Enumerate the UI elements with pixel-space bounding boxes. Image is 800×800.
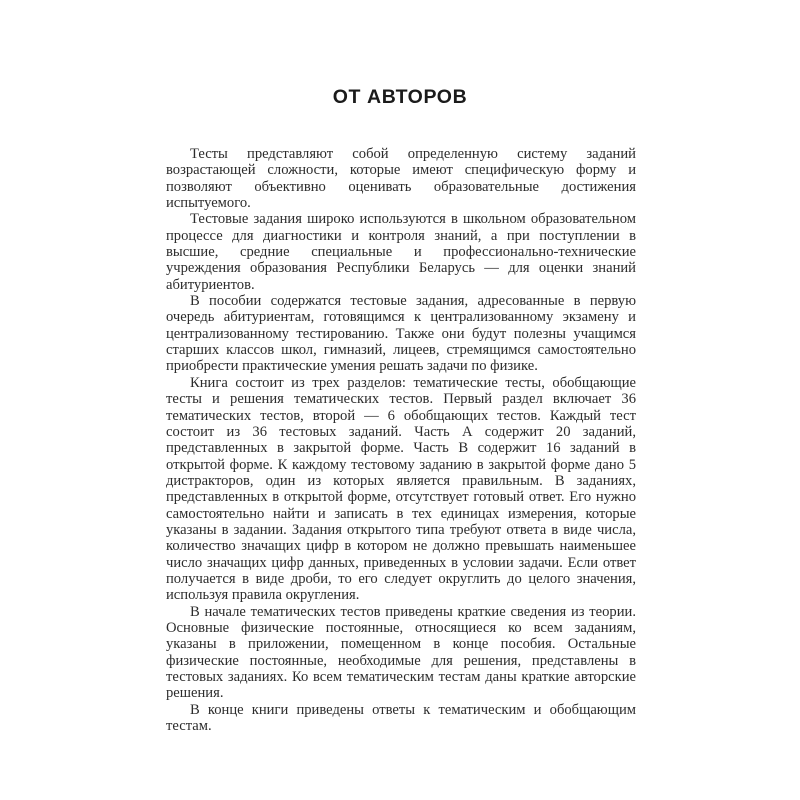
paragraph: Книга состоит из трех разделов: тематические тесты, обобщающие тесты и решения тематических тестов. Первый раздел включает 36 тематических тестов, второй — 6 обобщающих тестов. Каждый тест состоит из 36 тестовых заданий. Часть А содержит 20 заданий, представленных в закрытой форме. Часть В содержит 16 заданий в открытой форме. К каждому тестовому заданию в закрытой форме дано 5 дистракторов, один из которых является правильным. В заданиях, представленных в открытой форме, отсутствует готовый ответ. Его нужно самостоятельно найти и записать в тех единицах измерения, которые указаны в задании. Задания открытого типа требуют ответа в виде числа, количество значащих цифр в котором не должно превышать наименьшее число значащих цифр данных, приведенных в условии задачи. Если ответ получается в виде дроби, то его следует округлить до целого значения, используя правила округления. <box>166 374 636 604</box>
page-title: ОТ АВТОРОВ <box>332 86 468 109</box>
body-text-column <box>166 146 636 734</box>
paragraph: В пособии содержатся тестовые задания, адресованные в первую очередь абитуриентам, готовящимся к централизованному экзамену и централизованному тестированию. Также они будут полезны учащимся старших классов школ, гимназий, лицеев, стремящимся самостоятельно приобрести практические умения решать задачи по физике. <box>166 293 636 375</box>
paragraph: В конце книги приведены ответы к тематическим и обобщающим тестам. <box>166 701 636 735</box>
paragraph: Тесты представляют собой определенную систему заданий возрастающей сложности, которые имеют специфическую форму и позволяют объективно оценивать образовательные достижения испытуемого. <box>166 146 636 212</box>
paragraph: Тестовые задания широко используются в школьном образовательном процессе для диагностики и контроля знаний, а при поступлении в высшие, средние специальные и профессионально-технические учреждения образования Республики Беларусь — для оценки знаний абитуриентов. <box>166 211 636 293</box>
paragraph: В начале тематических тестов приведены краткие сведения из теории. Основные физические постоянные, относящиеся ко всем заданиям, указаны в приложении, помещенном в конце пособия. Остальные физические постоянные, необходимые для решения, представлены в тестовых заданиях. Ко всем тематическим тестам даны краткие авторские решения. <box>166 603 636 702</box>
